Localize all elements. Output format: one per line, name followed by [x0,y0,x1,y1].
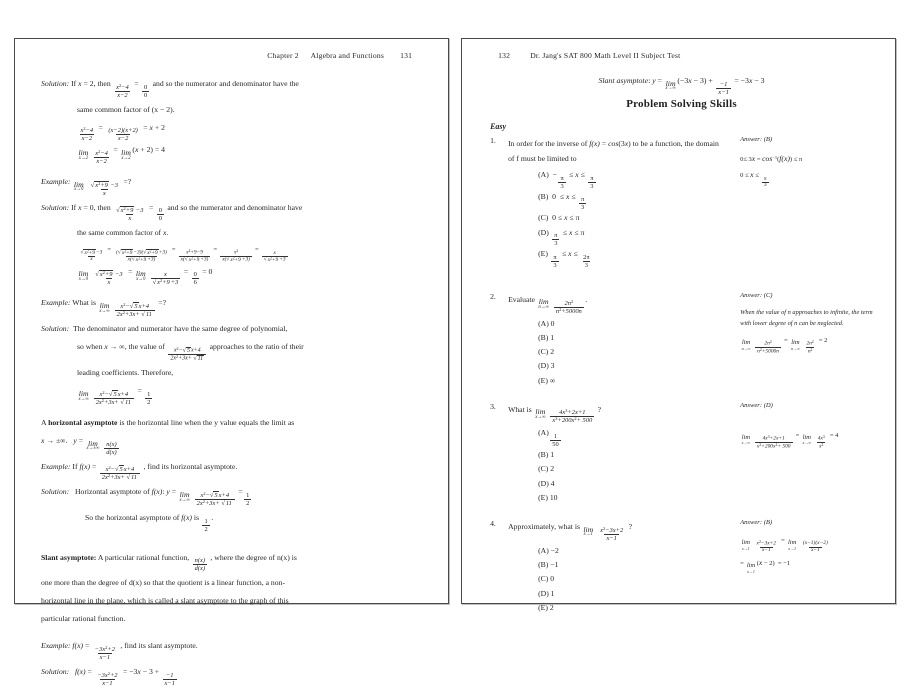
question-3-choices [508,426,726,505]
running-head-title: Algebra and Functions [310,51,384,60]
solution-4-line-2: So the horizontal asymptote of f(x) is $\frac{1}{2}$ . [85,513,214,533]
solution-3-text-1: The denominator and numerator have the same degree of polynomial, [73,324,288,334]
section-title: Problem Solving Skills [626,97,737,110]
question-2-stem: Evaluate lim n→∞ $\frac{2n^2}{n^2+5000n}$ . [508,294,588,315]
answer-3-eq: lim x→∞ $\frac{4x^3+2x+1}{x^3+200x^2+ 500}$ = lim x→∞ $\frac{4x^3}{x^3}$ = 4 [741,431,839,450]
slant-def-line-4: particular rational function. [41,614,126,624]
q1-stem-line2: function, the domain of f must be limited to [508,138,719,163]
ha-term: horizontal asymptote [48,417,118,427]
running-head-book-title: Dr. Jang's SAT 800 Math Level II Subject Test [530,51,681,60]
ha-def-b: is the horizontal line when the y value equals the limit as [119,417,295,427]
choice-e[interactable]: (E) ∞ [538,375,556,385]
solution-2-label: Solution: [41,202,70,212]
choice-c[interactable]: (C) 0 [538,574,555,584]
choice-c[interactable]: (C) 2 [538,347,555,357]
question-2-answer [726,292,879,388]
example-4-line: Example: If f(x) = $\frac{x^2-√5x+4}{2x^2+3x+ √11}$ , find its horizontal asymptote. [41,461,238,482]
question-4-choices [508,544,726,615]
question-1-stem: In order for the inverse of f(x) = cos(3x) to be a function, the domain of f must be limited to [508,138,719,163]
choice-c[interactable]: (C) 2 [538,464,555,474]
example-2-label: Example: [41,177,71,187]
solution-1-line-2: same common factor of (x − 2). [77,104,175,114]
running-head-left-page [41,51,426,60]
solution-1-label: Solution: [41,79,70,88]
solution-2-line-2: the same common factor of x. [77,228,169,238]
solution-1-equation-1: $\frac{x^2-4}{x-2}$ = $\frac{(x-2)(x+2)}{x-2}$ = x + 2 [80,122,165,143]
answer-4-head: Answer: (B) [740,519,773,527]
solution-3-line-2: so when x → ∞, the value of $\frac{x^2-√5x+4}{2x^2+3x+ √11}$ approaches to the ratio of their [77,342,304,362]
answer-2-head: Answer: (C) [740,291,773,299]
solution-1-line-1: Solution: If x = 2, then $\frac{x^2-4}{x-2}$ = $\frac{0}{0}$ and so the numerator and denominator have the [41,79,299,99]
page-right [461,38,896,612]
answer-1-head: Answer: (B) [740,135,773,143]
page-number-131: 131 [400,51,413,60]
slant-def-b: , where the degree of n(x) is [210,552,297,562]
answer-4-eq-1: lim x→1 $\frac{x^2-3x+2}{x-1}$ = lim x→1 $\frac{(x-1)(x-2)}{x-1}$ [741,537,828,554]
question-3-stem: What is lim x→∞ $\frac{4x^3+2x+1}{x^3+200x^2+ 500}$ ? [508,404,602,425]
example-4-label: Example: [41,461,71,471]
q3-stem-a: What is [508,404,532,414]
q2-stem-a: Evaluate [508,294,535,304]
choice-d[interactable]: (D) $\frac{\pi}{3}$ ≤ x ≤ π [538,227,585,248]
slant-def-a: A particular rational function, [97,552,190,562]
answer-4-eq-2: = lim x→1 (x − 2) = −1 [740,558,791,574]
page-number-132: 132 [498,51,511,60]
q3-stem-b: ? [597,404,602,414]
solution-4-line-1: Solution: Horizontal asymptote of f(x): y = lim x→∞ $\frac{x^2-√5x+4}{2x^2+3x+ √11}$ = $\frac{1}{2}$ [41,487,250,508]
choice-a[interactable]: (A) − $\frac{\pi}{3}$ ≤ x ≤ $\frac{\pi}{3}$ [538,169,594,190]
running-head-chapter: Chapter 2 [267,51,299,60]
choice-b[interactable]: (B) −1 [538,560,559,570]
example-5-line: Example: f(x) = $\frac{-3x^2+2}{x-1}$ , find its slant asymptote. [41,641,198,662]
question-4-stem: Approximately, what is lim x→1 $\frac{x^2-3x+2}{x-1}$ ? [508,522,633,542]
answer-1-eq-2: 0 ≤ x ≤ $\frac{\pi}{3}$ [740,170,767,189]
solution-3-line-3: leading coefficients. Therefore, [77,368,174,378]
solution-3-label: Solution: [41,324,70,334]
question-1-choices [508,168,726,269]
choice-d[interactable]: (D) 1 [538,588,555,598]
choice-e[interactable]: (E) $\frac{\pi}{3}$ ≤ x ≤ $\frac{2\pi}{3}$ [538,249,590,269]
solution-5-label: Solution: [41,667,70,677]
choice-a[interactable]: (A) −2 [538,545,559,555]
q4-stem-a: Approximately, what is [508,522,580,532]
question-item-1 [484,136,879,269]
question-number-1: 1. [490,135,496,145]
running-head-right-page [484,51,879,60]
solution-2-equation-1: $\frac{√x^2+9-3}{x}$ = $\frac{(√x^2+9-3)(√x^2+9+3)}{x(√x^2+9+3)}$ = $\frac{x^2+9-9}{x(√x^2+9+3)}$ = $\frac{x^2}{x(√x^2+9+3)}$ = $\frac{x}{√x^2+9+3}$ [80,246,286,263]
solution-3-equation: lim x→∞ $\frac{x^2-√5x+4}{2x^2+3x+ √11}$ = $\frac{1}{2}$ [78,386,151,406]
slant-def-line-2: one more than the degree of d(x) so that the quotient is a linear function, a non- [41,578,285,588]
choice-d[interactable]: (D) 4 [538,478,555,488]
difficulty-label-easy: Easy [490,121,507,131]
question-1-answer [726,136,879,269]
question-4-answer [726,519,879,615]
question-number-3: 3. [490,401,496,411]
choice-e[interactable]: (E) 2 [538,602,554,612]
choice-b[interactable]: (B) 1 [538,450,555,460]
question-item-2 [484,292,879,388]
slant-def-line-3: horizontal line in the plane, which is called a slant asymptote to the graph of this [41,596,289,606]
choice-d[interactable]: (D) 3 [538,361,555,371]
choice-a[interactable]: (A) 0 [538,318,555,328]
slant-term: Slant asymptote: [41,552,97,562]
example-3-line: Example: What is lim x→∞ $\frac{x^2-√5x+4}{2x^2+3x+ √11}$ =? [41,298,166,319]
question-2-choices [508,317,726,388]
question-number-4: 4. [490,519,496,529]
example-5-label: Example: [41,641,71,651]
choice-e[interactable]: (E) 10 [538,492,558,502]
ha-def-a: A [41,417,47,427]
example-3-label: Example: [41,298,71,308]
solution-4-label: Solution: [41,487,70,497]
slant-asymptote-definition: Slant asymptote: A particular rational function, $\frac{n(x)}{d(x)}$ , where the degree of n(x) is [41,552,297,573]
horizontal-asymptote-definition [41,415,426,430]
choice-b[interactable]: (B) 1 [538,332,555,342]
choice-b[interactable]: (B) 0 ≤ x ≤ $\frac{\pi}{3}$ [538,191,585,212]
question-number-2: 2. [490,291,496,301]
question-item-4 [484,519,879,615]
page-left [14,38,449,687]
solution-2-equation-2: lim x→0 $\frac{√x^2+9 -3}{x}$ = lim x→0 $\frac{x}{√x^2+9+3}$ = $\frac{0}{6}$ = 0 [78,266,213,287]
choice-a[interactable]: (A) $\frac{1}{50}$ [538,428,559,449]
question-item-3 [484,402,879,505]
solution-2-line-1: Solution: If x = 0, then $\frac{√x^2+9 -3}{x}$ = $\frac{0}{0}$ and so the numerator and denominator have [41,202,303,223]
answer-2-note: When the value of n approaches to infinite, the term with lower degree of n can be neglected. [740,308,873,328]
solution-1-equation-2: lim x→2 $\frac{x^2-4}{x-2}$ = lim x→2 (x + 2) = 4 [78,145,166,166]
solution-3-line-1 [41,321,426,336]
answer-3-head: Answer: (D) [740,401,773,409]
answer-2-eq: lim n→∞ $\frac{2n^2}{n^2+5000n}$ = lim n→∞ $\frac{2n^2}{n^2}$ = 2 [741,337,828,355]
horizontal-asymptote-formula: x → ±∞. y = lim x→±∞ $\frac{n(x)}{d(x)}$ [41,435,117,456]
question-3-answer [726,402,879,505]
example-2-line: Example: lim x→0 $\frac{√x^2+9 -3}{x}$ =? [41,177,132,197]
solution-5-line: Solution: f(x) = $\frac{-3x^2+2}{x-1}$ = −3x − 3 + $\frac{-1}{x-1}$ [41,667,175,687]
q1-stem-a: In order for the inverse of [508,138,588,148]
q4-stem-b: ? [628,522,633,532]
q1-stem-b: to be a [632,138,654,148]
slant-asymptote-result: Slant asymptote: y = lim x→∞ (−3x − 3) + $\frac{-1}{x-1}$ = −3x − 3 [598,76,765,96]
choice-c[interactable]: (C) 0 ≤ x ≤ π [538,213,580,223]
answer-1-eq-1: $0\le 3x = \cos^{-1}(f(x)) \le \pi$ [740,153,803,163]
